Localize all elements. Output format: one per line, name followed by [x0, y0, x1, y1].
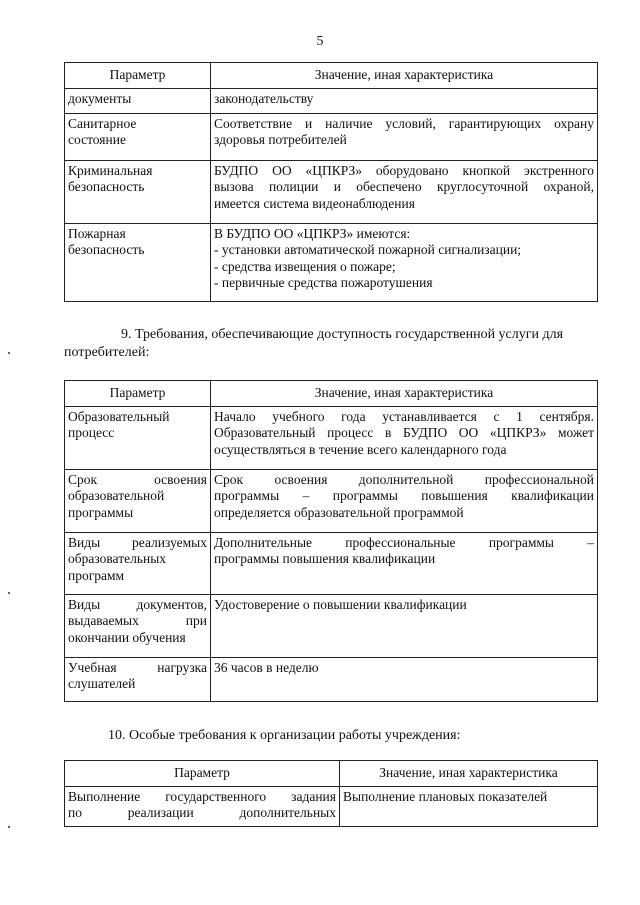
table-header-row — [65, 63, 598, 89]
scan-speck — [8, 352, 10, 354]
value-cell: Дополнительные профессиональные программы – программы повышения квалификации — [211, 532, 598, 594]
table-row — [65, 469, 598, 532]
parameter-cell: Пожарная безопасность — [65, 223, 211, 301]
value-cell: В БУДПО ОО «ЦПКРЗ» имеются: - установки автоматической пожарной сигнализации; - средства извещения о пожаре; - первичные средства пожаротушения — [211, 223, 598, 301]
column-header-value: Значение, иная характеристика — [211, 63, 598, 89]
section-10-heading: 10. Особые требования к организации работы учреждения: — [108, 728, 461, 743]
scan-speck — [8, 592, 10, 594]
table-row — [65, 657, 598, 701]
parameter-cell: Срок освоения образовательной программы — [65, 469, 211, 532]
value-cell: законодательству — [211, 88, 598, 113]
section-9-heading: 9. Требования, обеспечивающие доступность государственной услуги для потребителей: — [64, 327, 564, 360]
table-header-row — [65, 761, 598, 787]
column-header-parameter: Параметр — [65, 761, 340, 787]
table-row — [65, 532, 598, 594]
parameter-cell: Выполнение государственного задания по реализации дополнительных — [65, 786, 340, 826]
value-cell: БУДПО ОО «ЦПКРЗ» оборудовано кнопкой экстренного вызова полиции и обеспечено круглосуточной охраной, имеется система видеонаблюдения — [211, 160, 598, 223]
parameter-cell: Виды реализуемых образовательных программ — [65, 532, 211, 594]
table-header-row — [65, 381, 598, 407]
table-accessibility — [64, 380, 598, 702]
table-row — [65, 160, 598, 223]
parameter-cell: Санитарное состояние — [65, 113, 211, 160]
parameter-cell: Образовательный процесс — [65, 406, 211, 469]
value-cell: Начало учебного года устанавливается с 1 сентября. Образовательный процесс в БУДПО ОО «ЦПКРЗ» может осуществляться в течение всего календарного года — [211, 406, 598, 469]
table-row — [65, 113, 598, 160]
scan-speck — [8, 826, 10, 828]
value-cell: Соответствие и наличие условий, гарантирующих охрану здоровья потребителей — [211, 113, 598, 160]
page-number: 5 — [316, 34, 324, 49]
value-cell: Срок освоения дополнительной профессиональной программы – программы повышения квалификации определяется образовательной программой — [211, 469, 598, 532]
value-cell: Удостоверение о повышении квалификации — [211, 594, 598, 657]
table-row — [65, 223, 598, 301]
table-row — [65, 88, 598, 113]
value-cell: Выполнение плановых показателей — [340, 786, 598, 826]
column-header-parameter: Параметр — [65, 63, 211, 89]
parameter-cell: Учебная нагрузка слушателей — [65, 657, 211, 701]
table-row — [65, 594, 598, 657]
column-header-value: Значение, иная характеристика — [340, 761, 598, 787]
parameter-cell: документы — [65, 88, 211, 113]
parameter-cell: Виды документов, выдаваемых при окончании обучения — [65, 594, 211, 657]
table-row — [65, 786, 598, 826]
table-row — [65, 406, 598, 469]
value-cell: 36 часов в неделю — [211, 657, 598, 701]
column-header-parameter: Параметр — [65, 381, 211, 407]
table-safety — [64, 62, 598, 302]
column-header-value: Значение, иная характеристика — [211, 381, 598, 407]
parameter-cell: Криминальная безопасность — [65, 160, 211, 223]
table-special-requirements — [64, 760, 598, 827]
